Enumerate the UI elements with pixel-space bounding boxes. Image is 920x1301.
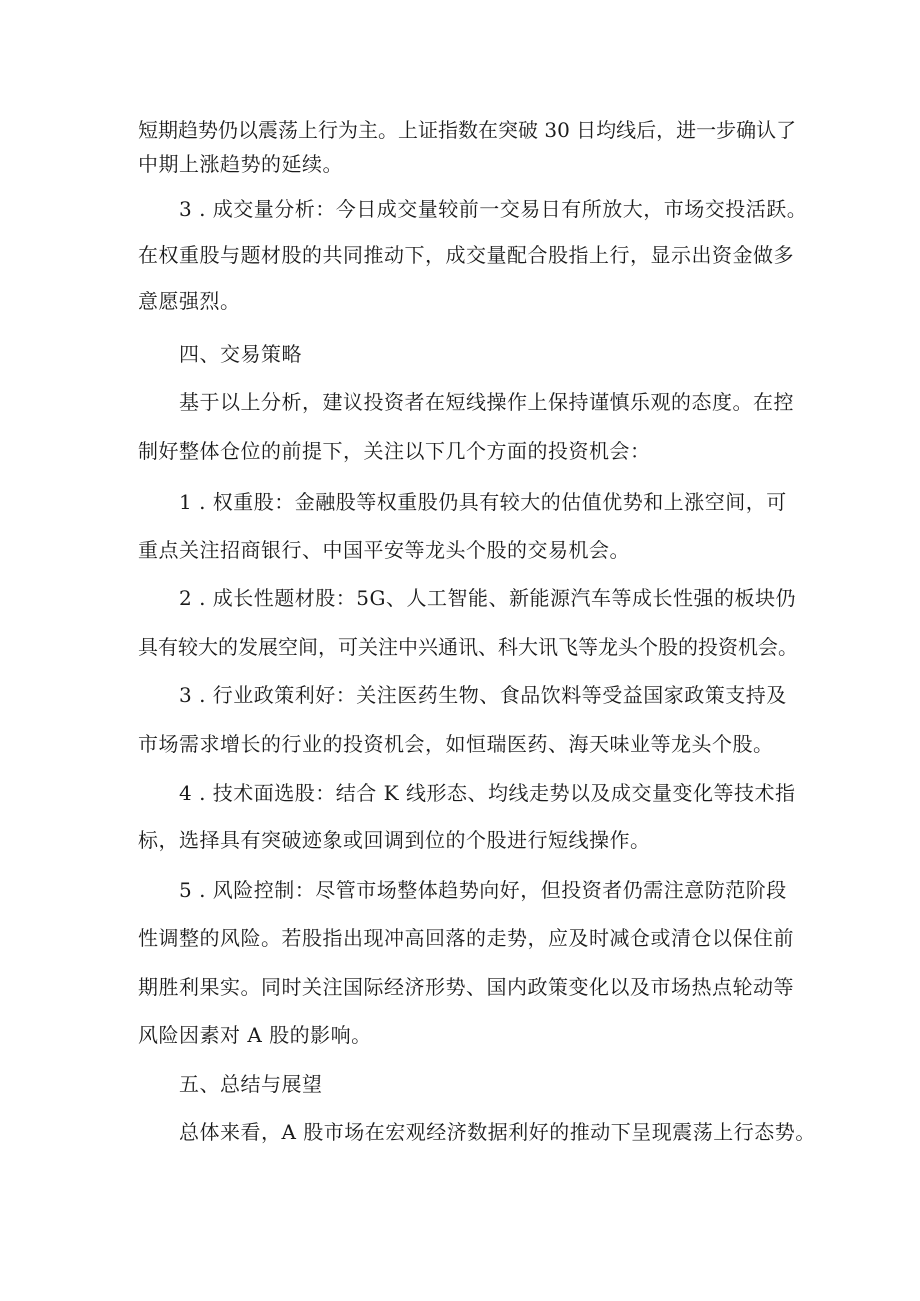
paragraph-line: 基于以上分析，建议投资者在短线操作上保持谨慎乐观的态度。在控 [179, 390, 794, 414]
paragraph-line: 中期上涨趋势的延续。 [138, 152, 343, 176]
section-heading: 四、交易策略 [179, 342, 302, 366]
list-item-line: 3 . 行业政策利好：关注医药生物、食品饮料等受益国家政策支持及 [179, 683, 787, 707]
paragraph-line: 性调整的风险。若股指出现冲高回落的走势，应及时减仓或清仓以保住前 [138, 926, 794, 950]
paragraph-line: 市场需求增长的行业的投资机会，如恒瑞医药、海天味业等龙头个股。 [138, 732, 774, 756]
section-heading: 五、总结与展望 [179, 1072, 323, 1096]
paragraph-line: 期胜利果实。同时关注国际经济形势、国内政策变化以及市场热点轮动等 [138, 975, 794, 999]
list-item-line: 4 . 技术面选股：结合 K 线形态、均线走势以及成交量变化等技术指 [179, 781, 796, 805]
paragraph-line: 短期趋势仍以震荡上行为主。上证指数在突破 30 日均线后，进一步确认了 [138, 118, 797, 142]
paragraph-line: 重点关注招商银行、中国平安等龙头个股的交易机会。 [138, 538, 630, 562]
paragraph-line: 风险因素对 A 股的影响。 [138, 1023, 372, 1047]
list-item-line: 3 . 成交量分析：今日成交量较前一交易日有所放大，市场交投活跃。 [179, 197, 808, 221]
paragraph-line: 在权重股与题材股的共同推动下，成交量配合股指上行，显示出资金做多 [138, 243, 794, 267]
paragraph-line: 具有较大的发展空间，可关注中兴通讯、科大讯飞等龙头个股的投资机会。 [138, 635, 798, 659]
paragraph-line: 标，选择具有突破迹象或回调到位的个股进行短线操作。 [138, 828, 651, 852]
list-item-line: 1 . 权重股：金融股等权重股仍具有较大的估值优势和上涨空间，可 [179, 490, 787, 514]
paragraph-line: 总体来看，A 股市场在宏观经济数据利好的推动下呈现震荡上行态势。 [179, 1120, 816, 1144]
paragraph-line: 制好整体仓位的前提下，关注以下几个方面的投资机会： [138, 439, 651, 463]
list-item-line: 2 . 成长性题材股：5G、人工智能、新能源汽车等成长性强的板块仍 [179, 586, 796, 610]
paragraph-line: 意愿强烈。 [138, 289, 241, 313]
list-item-line: 5 . 风险控制：尽管市场整体趋势向好，但投资者仍需注意防范阶段 [179, 878, 787, 902]
